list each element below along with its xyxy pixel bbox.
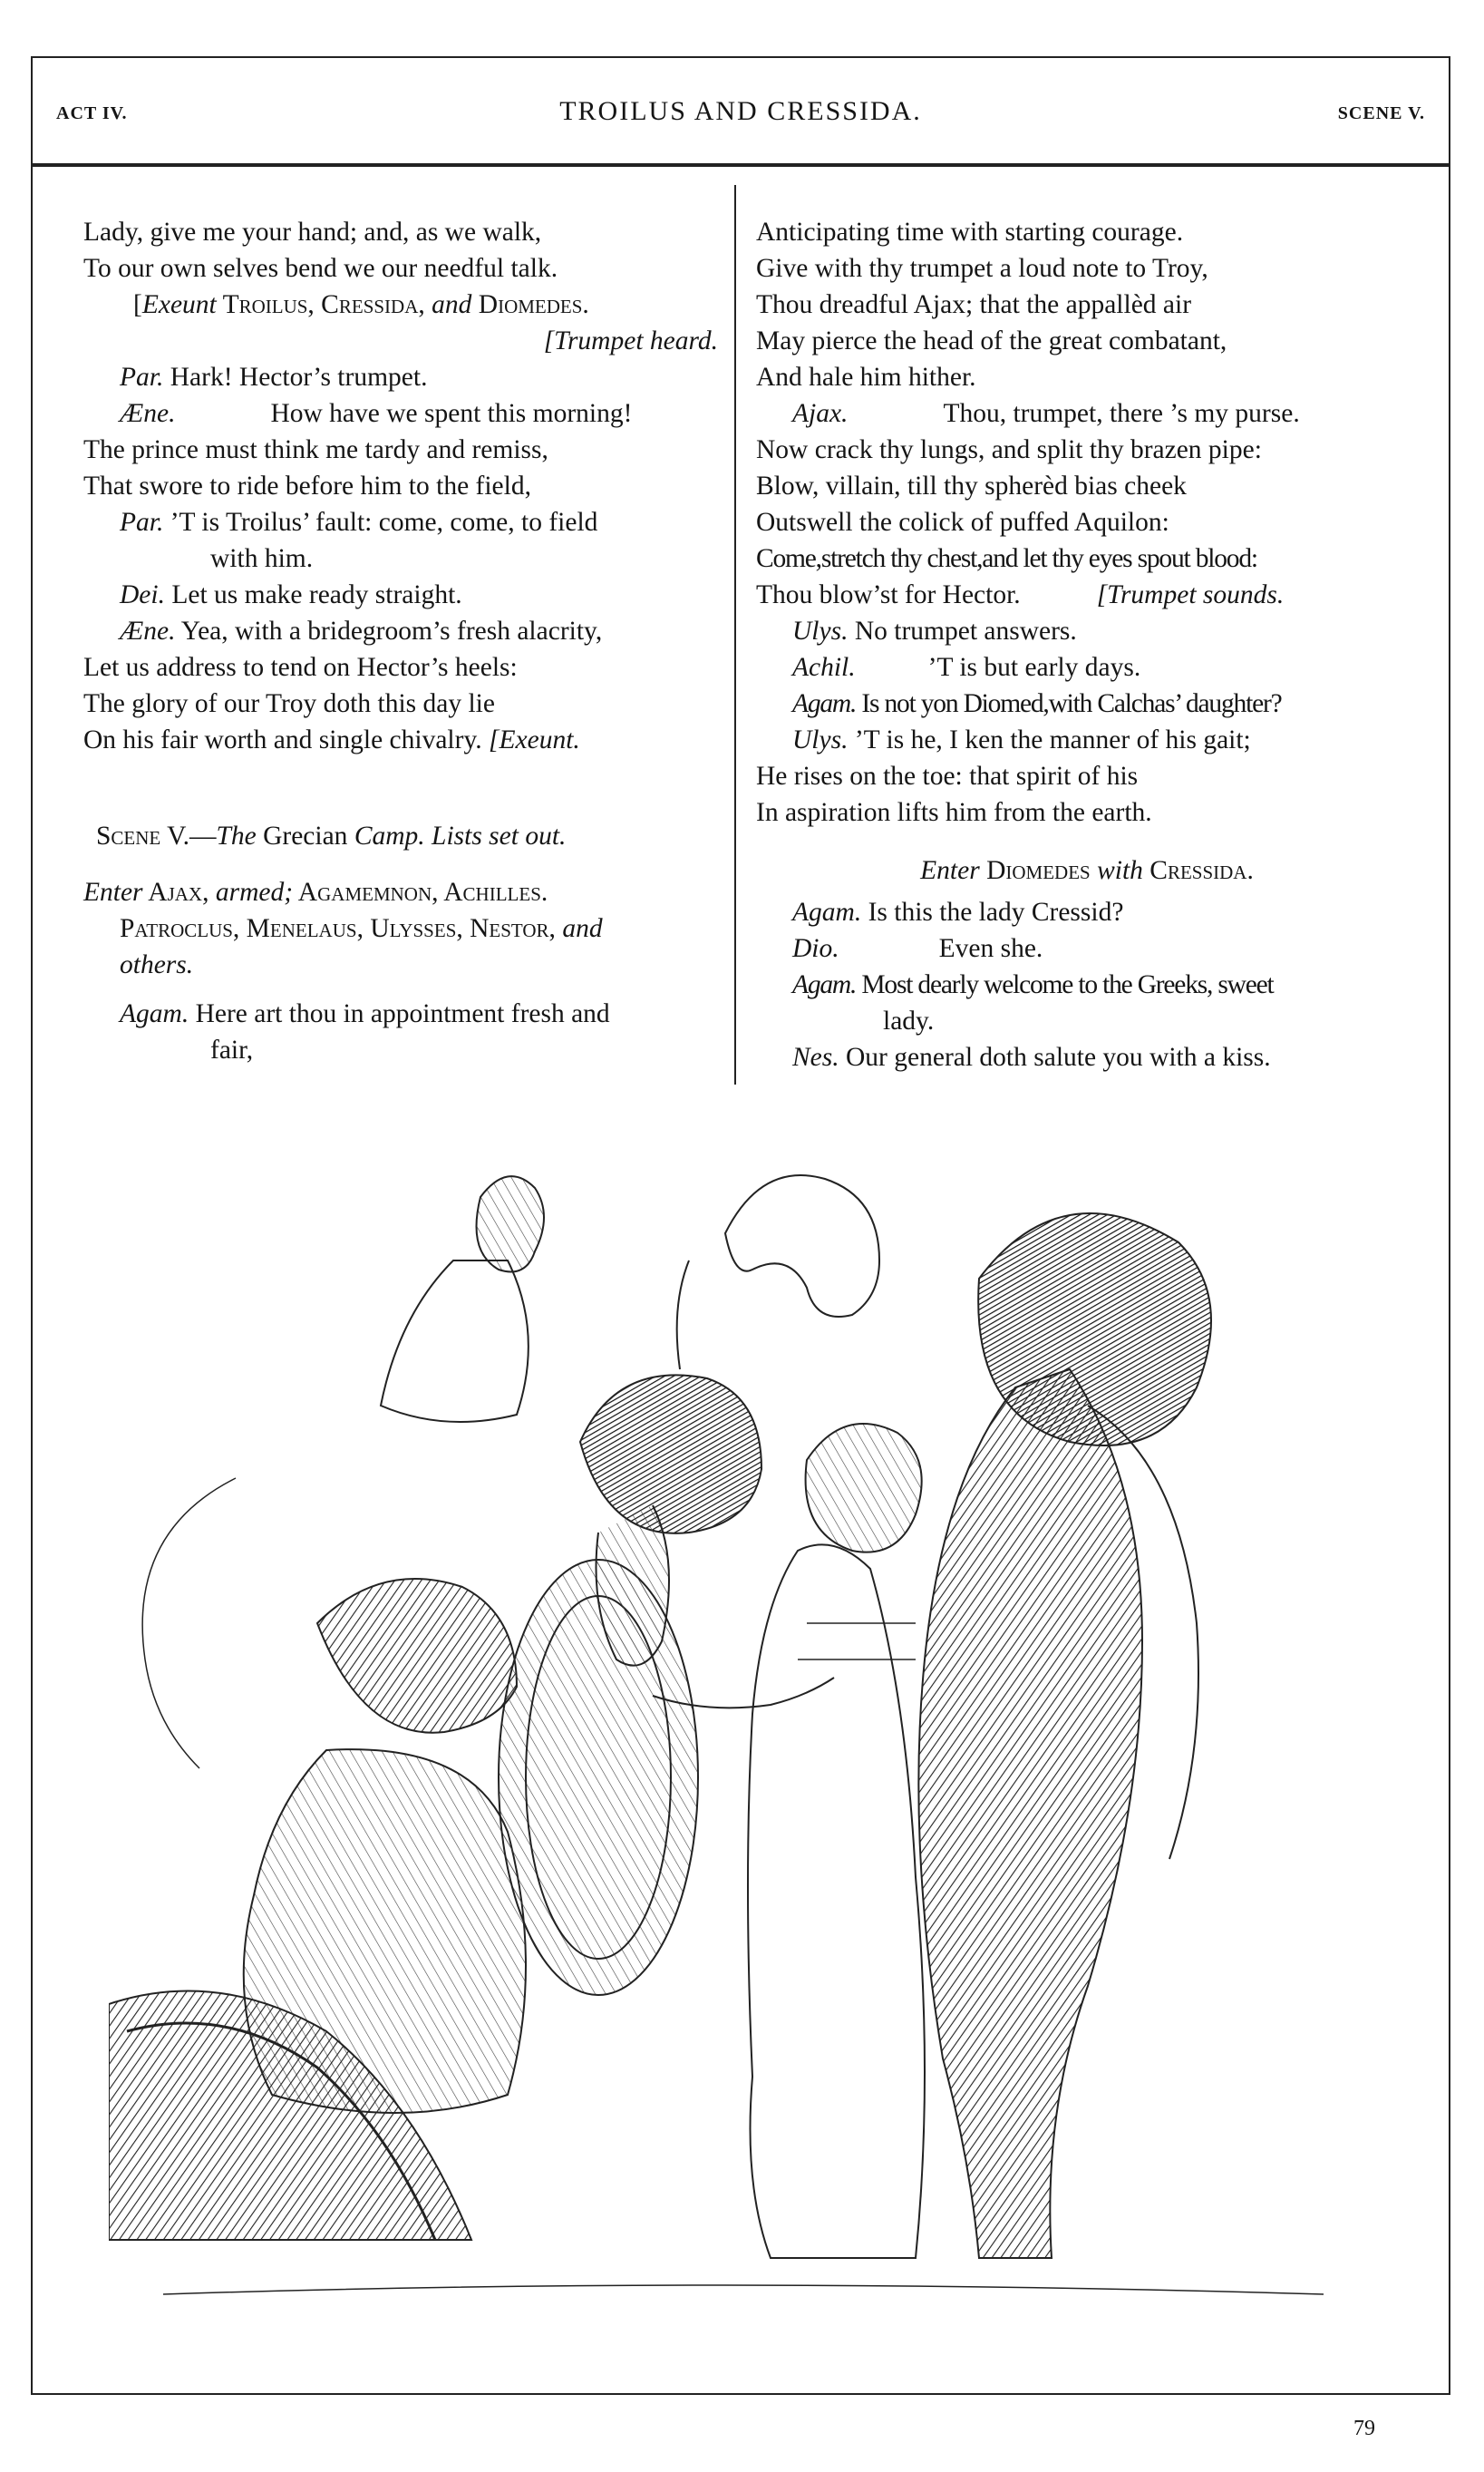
speaker: Nes.: [792, 1043, 839, 1072]
stage-direction: Enter Diomedes with Cressida.: [920, 856, 1254, 885]
text-line: Thou dreadful Ajax; that the appallèd air: [756, 290, 1192, 319]
speech-line: Æne. How have we spent this morning!: [120, 399, 633, 428]
stage-direction: others.: [120, 950, 194, 979]
speaker: Achil.: [792, 653, 856, 682]
text-line: Outswell the colick of puffed Aquilon:: [756, 508, 1169, 537]
text-line: To our own selves bend we our needful talk.: [83, 254, 558, 283]
text-line: Blow, villain, till thy spherèd bias cheek: [756, 472, 1187, 501]
speaker: Dei.: [120, 580, 165, 609]
speech-line: Dio. Even she.: [792, 934, 1043, 963]
text-line: Now crack thy lungs, and split thy brazen pipe:: [756, 435, 1262, 464]
text-line: And hale him hither.: [756, 363, 976, 392]
text-line: Lady, give me your hand; and, as we walk,: [83, 218, 542, 247]
speech-line: Nes. Our general doth salute you with a kiss.: [792, 1043, 1271, 1072]
text-line: In aspiration lifts him from the earth.: [756, 798, 1152, 827]
speech-line: Achil. ’T is but early days.: [792, 653, 1141, 682]
speaker: Dio.: [792, 934, 839, 963]
text-line: The prince must think me tardy and remiss,: [83, 435, 548, 464]
speaker: Ajax.: [792, 399, 849, 428]
stage-direction: Enter Ajax, armed; Agamemnon, Achilles.: [83, 878, 548, 907]
speaker: Agam.: [792, 689, 857, 718]
stage-direction: [Exeunt Troilus, Cressida, and Diomedes.: [133, 290, 589, 319]
speaker: Agam.: [120, 999, 189, 1028]
text-line: Thou blow’st for Hector. [Trumpet sounds.: [756, 580, 1285, 609]
speaker: Ulys.: [792, 725, 849, 754]
stage-direction: [Trumpet sounds.: [1096, 580, 1285, 609]
text-line: May pierce the head of the great combatant,: [756, 326, 1227, 355]
column-divider: [734, 185, 736, 1085]
text-line: That swore to ride before him to the field,: [83, 472, 531, 501]
page-title: TROILUS AND CRESSIDA.: [559, 96, 922, 126]
stage-direction: [Trumpet heard.: [543, 326, 718, 355]
speaker: Agam.: [792, 970, 857, 999]
speech-line: Agam. Is not yon Diomed,with Calchas’ daughter?: [792, 689, 1282, 718]
text-line: with him.: [210, 544, 314, 573]
text-line: Let us address to tend on Hector’s heels:: [83, 653, 518, 682]
stage-direction: Patroclus, Menelaus, Ulysses, Nestor, and: [120, 914, 603, 943]
speaker: Æne.: [120, 617, 176, 646]
speech-line: Æne. Yea, with a bridegroom’s fresh alacrity,: [120, 617, 603, 646]
scene-label: SCENE V.: [1337, 103, 1425, 123]
speech-line: Ulys. No trumpet answers.: [792, 617, 1077, 646]
speech-line: Ajax. Thou, trumpet, there ’s my purse.: [792, 399, 1300, 428]
speaker: Par.: [120, 508, 164, 537]
text-line: On his fair worth and single chivalry. [Exeunt.: [83, 725, 580, 754]
speech-line: Ulys. ’T is he, I ken the manner of his gait;: [792, 725, 1251, 754]
speech-line: Agam. Here art thou in appointment fresh and: [120, 999, 610, 1028]
speech-line: Agam. Most dearly welcome to the Greeks, sweet: [792, 970, 1274, 999]
text-line: Anticipating time with starting courage.: [756, 218, 1184, 247]
speaker: Par.: [120, 363, 164, 392]
header-rule: [31, 163, 1450, 167]
speaker: Ulys.: [792, 617, 849, 646]
left-column: [83, 214, 718, 1068]
stage-direction: [Exeunt.: [489, 725, 580, 754]
engraving-illustration-icon: [109, 1115, 1378, 2321]
speech-line: Agam. Is this the lady Cressid?: [792, 898, 1124, 927]
text-line: He rises on the toe: that spirit of his: [756, 762, 1139, 791]
text-line: Come,stretch thy chest,and let thy eyes spout blood:: [756, 544, 1257, 573]
speech-line: Par. Hark! Hector’s trumpet.: [120, 363, 428, 392]
speaker: Agam.: [792, 898, 862, 927]
speech-line: Dei. Let us make ready straight.: [120, 580, 462, 609]
right-column: [756, 214, 1418, 1075]
speaker: Æne.: [120, 399, 176, 428]
text-line: Give with thy trumpet a loud note to Troy,: [756, 254, 1208, 283]
text-line: The glory of our Troy doth this day lie: [83, 689, 495, 718]
text-line: fair,: [210, 1036, 254, 1065]
act-label: ACT IV.: [56, 103, 128, 123]
speech-line: Par. ’T is Troilus’ fault: come, come, to field: [120, 508, 598, 537]
running-header: [31, 91, 1450, 145]
scene-heading: Scene V.—The Grecian Camp. Lists set out.: [96, 822, 567, 851]
text-line: lady.: [883, 1007, 935, 1036]
page-number: 79: [1353, 2417, 1375, 2440]
